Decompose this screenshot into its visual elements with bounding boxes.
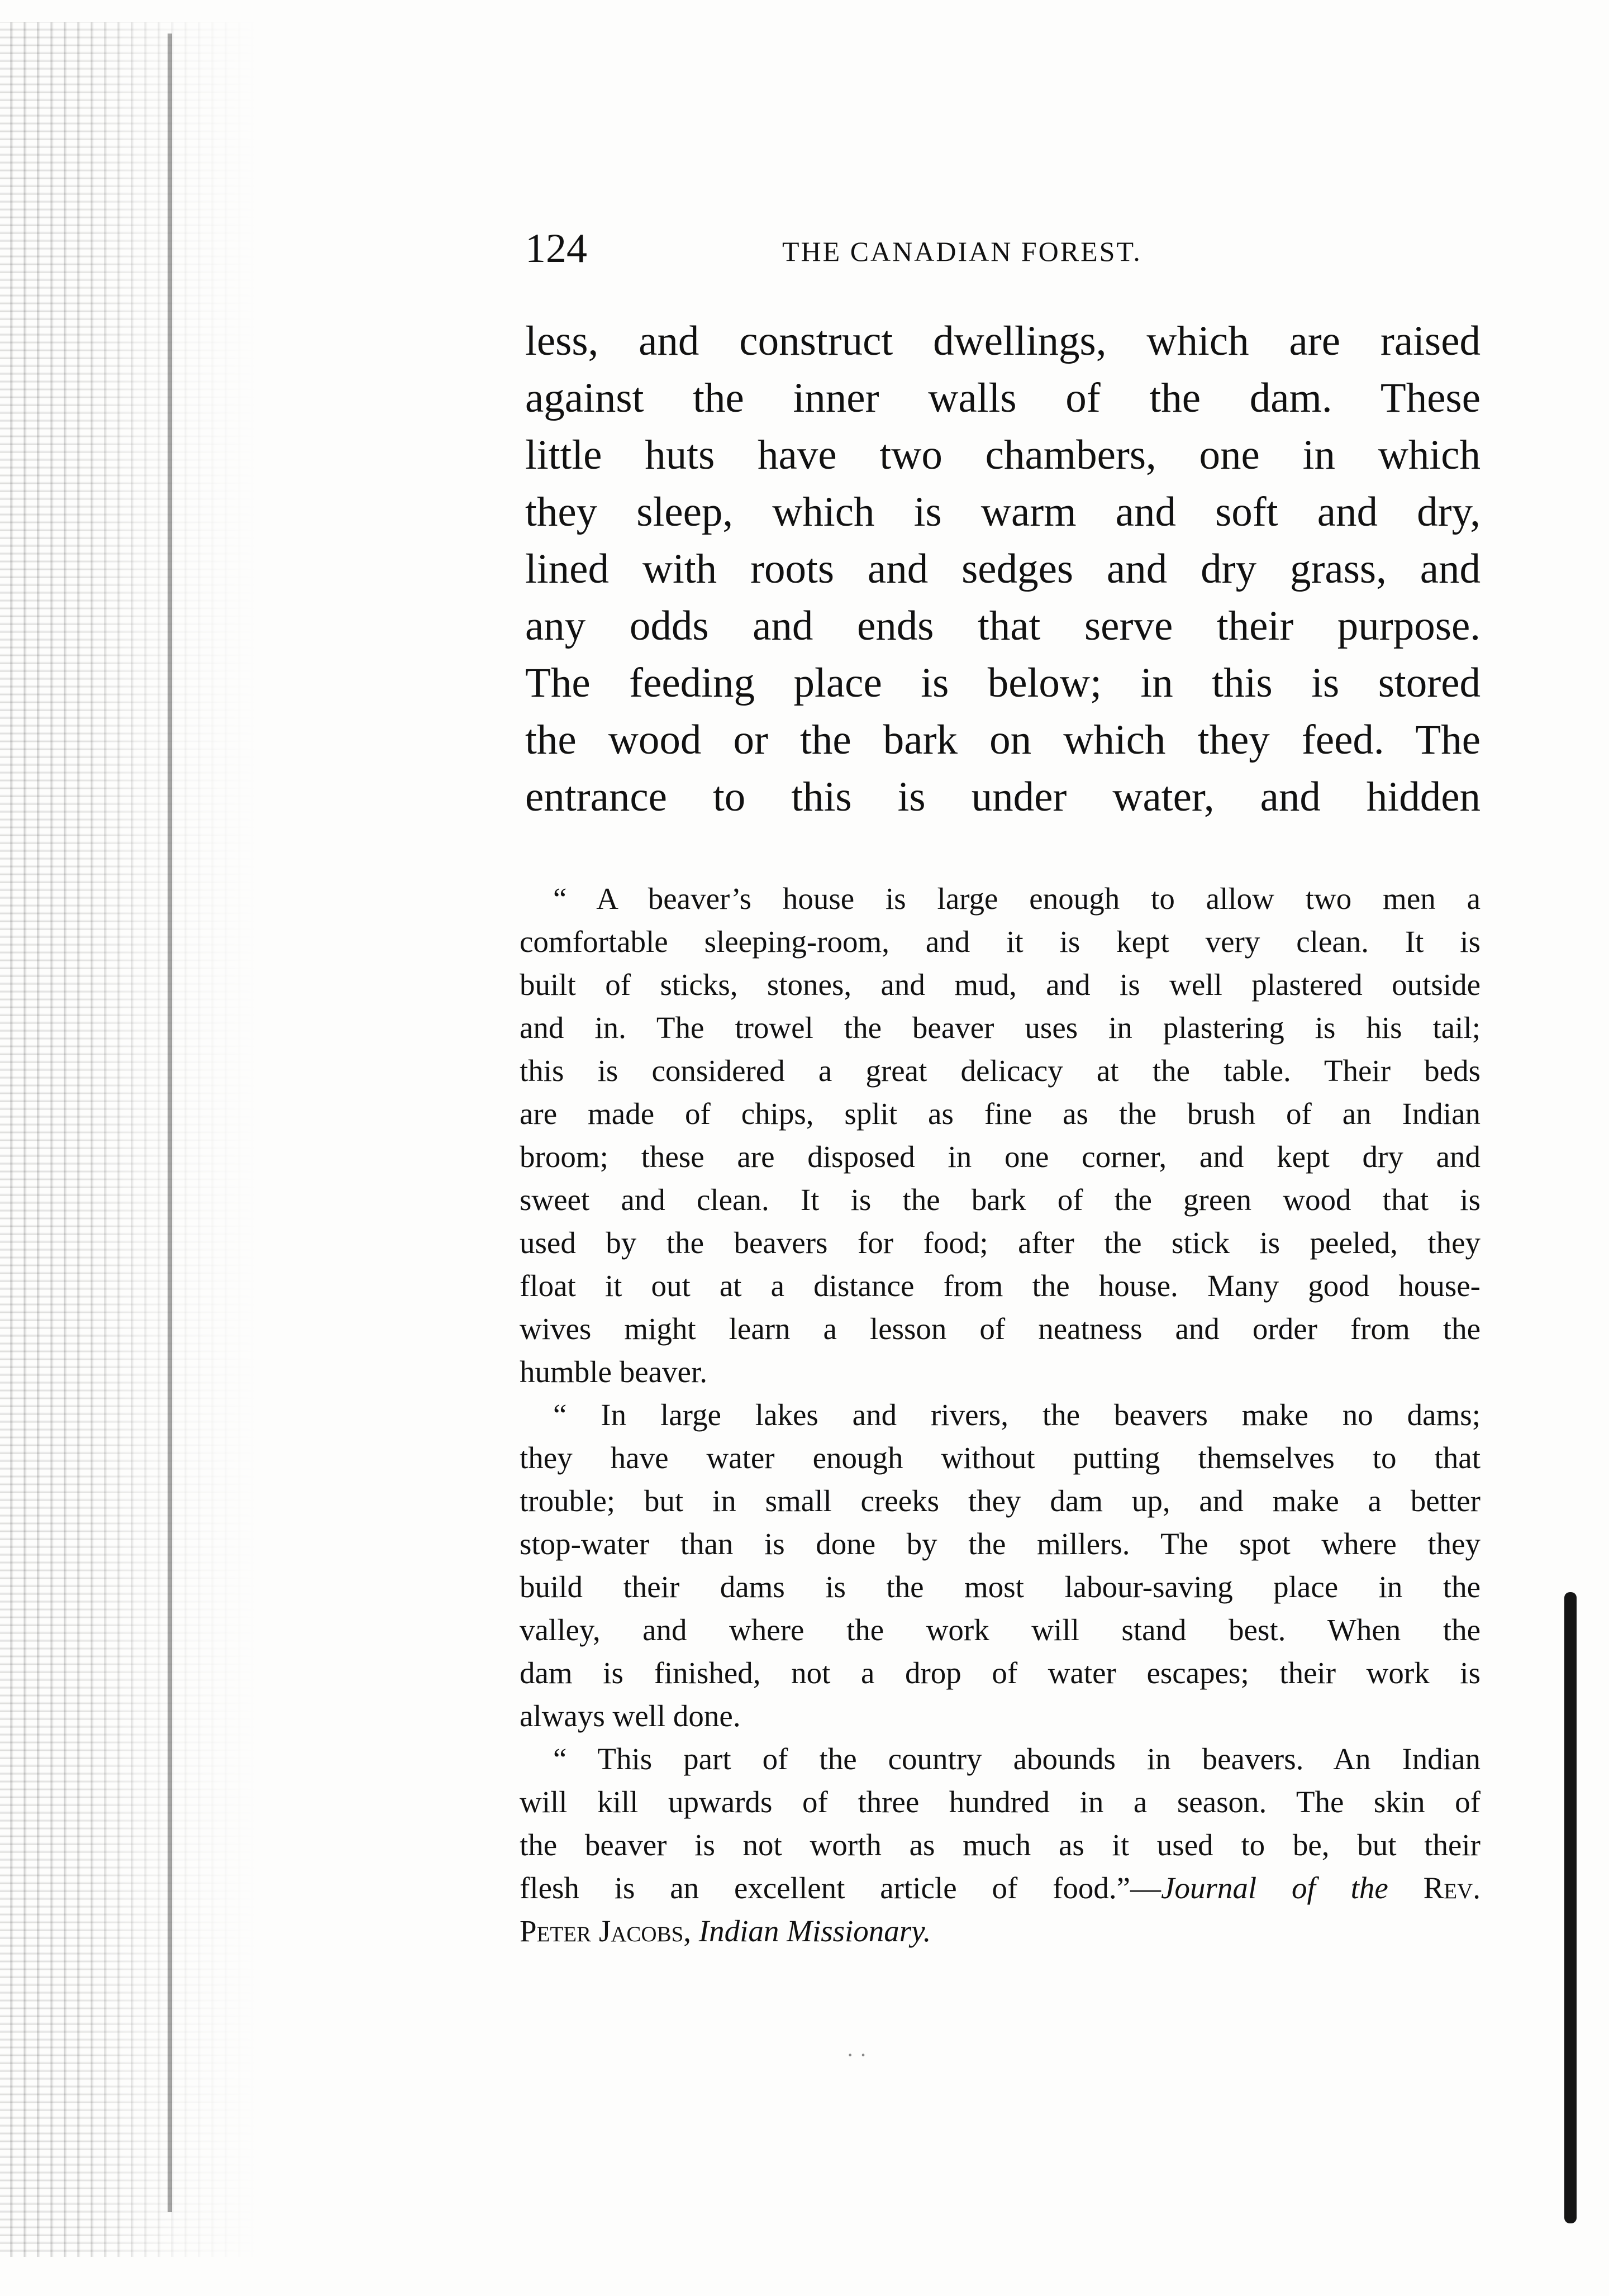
main-text-line: any odds and ends that serve their purpose.: [525, 603, 1481, 649]
author-role: Indian Missionary.: [698, 1914, 931, 1948]
main-text-line: against the inner walls of the dam. These: [525, 375, 1481, 421]
footnote-line: are made of chips, split as fine as the brush of an Indian: [520, 1097, 1481, 1131]
footnote-line: “ In large lakes and rivers, the beavers make no dams;: [553, 1398, 1481, 1432]
author-name: Peter Jacobs,: [520, 1914, 692, 1948]
main-text-line: they sleep, which is warm and soft and dry,: [525, 489, 1481, 535]
footnote-line: build their dams is the most labour-saving place in the: [520, 1570, 1481, 1604]
main-text: [525, 313, 1481, 826]
footnote-line: [520, 1909, 1481, 1952]
running-title: THE CANADIAN FOREST.: [782, 236, 1142, 267]
main-text-line: less, and construct dwellings, which are raised: [525, 318, 1481, 364]
author-title: Rev.: [1423, 1871, 1481, 1905]
main-text-line: the wood or the bark on which they feed. The: [525, 717, 1481, 763]
footnote-line: this is considered a great delicacy at the table. Their beds: [520, 1054, 1481, 1088]
main-text-line: little huts have two chambers, one in which: [525, 432, 1481, 478]
footnote-line: humble beaver.: [520, 1355, 707, 1389]
footnote-line: they have water enough without putting themselves to that: [520, 1441, 1481, 1475]
footnote-line: float it out at a distance from the house. Many good house-: [520, 1269, 1481, 1303]
footnote-text: flesh is an excellent article of food.”—: [520, 1871, 1161, 1905]
footnote-line: stop-water than is done by the millers. The spot where they: [520, 1527, 1481, 1561]
footnote-line: and in. The trowel the beaver uses in plastering is his tail;: [520, 1011, 1481, 1045]
binding-gutter-line: [168, 34, 172, 2212]
binding-gutter-shadow: [0, 22, 257, 2257]
footnote: [520, 877, 1481, 1952]
footnote-line: broom; these are disposed in one corner, and kept dry and: [520, 1140, 1481, 1174]
journal-title: Journal of the: [1161, 1871, 1388, 1905]
footnote-line: will kill upwards of three hundred in a season. The skin of: [520, 1785, 1481, 1819]
margin-mark: [1564, 1592, 1577, 2223]
footnote-line: trouble; but in small creeks they dam up, and make a better: [520, 1484, 1481, 1518]
footnote-line: used by the beavers for food; after the stick is peeled, they: [520, 1226, 1481, 1260]
footnote-line: built of sticks, stones, and mud, and is well plastered outside: [520, 968, 1481, 1002]
footnote-line: always well done.: [520, 1699, 741, 1733]
footnote-line: sweet and clean. It is the bark of the green wood that is: [520, 1183, 1481, 1217]
footnote-line: valley, and where the work will stand best. When the: [520, 1613, 1481, 1647]
footnote-line: [520, 1866, 1481, 1909]
page-number: 124: [525, 226, 587, 271]
main-text-line: entrance to this is under water, and hidden: [525, 774, 1481, 820]
page-speck: · ·: [846, 2042, 867, 2068]
footnote-line: dam is finished, not a drop of water escapes; their work is: [520, 1656, 1481, 1690]
page-header: [525, 218, 1475, 279]
footnote-line: “ A beaver’s house is large enough to allow two men a: [553, 882, 1481, 916]
footnote-line: wives might learn a lesson of neatness and order from the: [520, 1312, 1481, 1346]
footnote-line: the beaver is not worth as much as it used to be, but their: [520, 1828, 1481, 1862]
footnote-line: comfortable sleeping-room, and it is kept very clean. It is: [520, 925, 1481, 959]
main-text-line: The feeding place is below; in this is stored: [525, 660, 1481, 706]
main-text-line: lined with roots and sedges and dry grass, and: [525, 546, 1481, 592]
footnote-line: “ This part of the country abounds in beavers. An Indian: [553, 1742, 1481, 1776]
